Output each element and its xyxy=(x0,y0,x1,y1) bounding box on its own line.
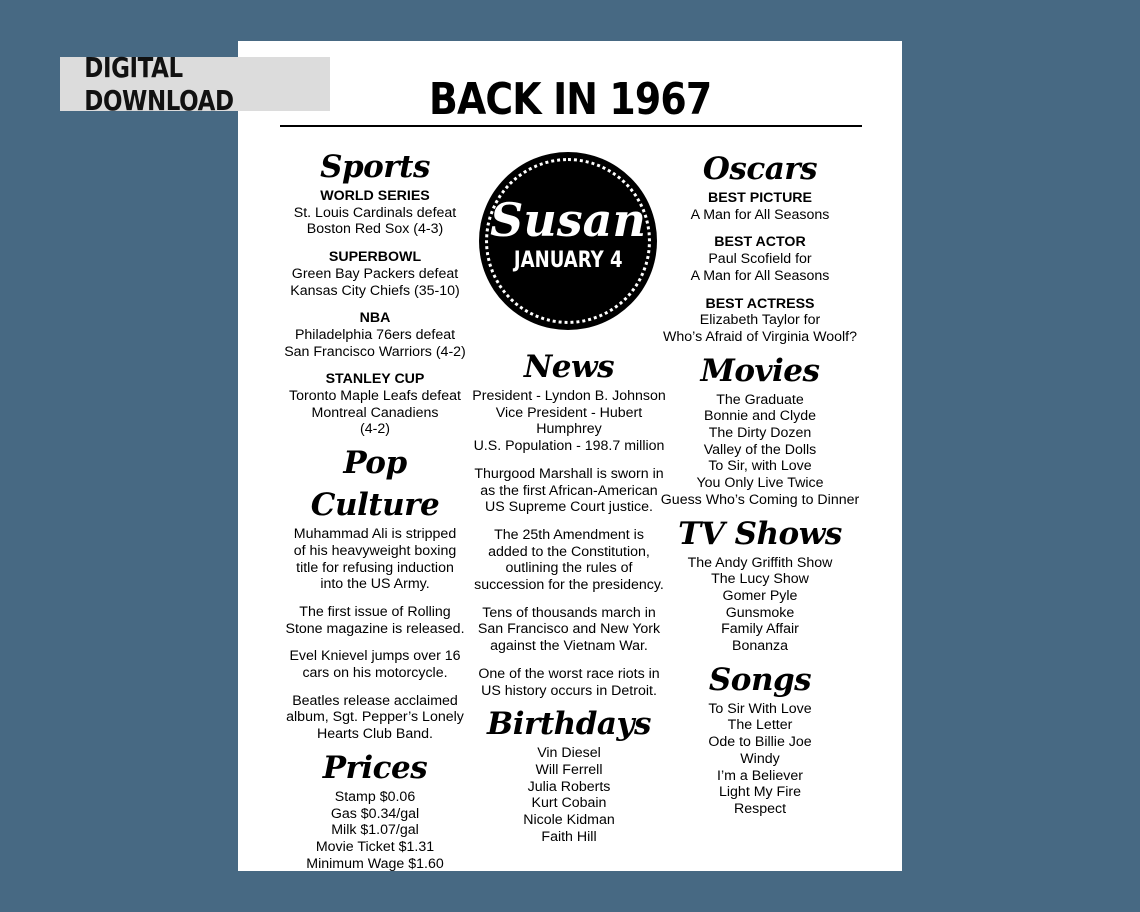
oscars-item xyxy=(658,234,862,284)
item-label: BEST ACTOR xyxy=(714,234,806,251)
prices-list xyxy=(282,789,468,873)
middle-column xyxy=(462,346,676,845)
sports-item xyxy=(282,310,468,360)
item-line: A Man for All Seasons xyxy=(690,206,830,223)
song-item: Ode to Billie Joe xyxy=(708,734,812,751)
item-line: of his heavyweight boxing xyxy=(293,542,457,559)
birthdays-list xyxy=(462,745,676,845)
item-line: (4-2) xyxy=(360,421,390,438)
page-title: BACK IN 1967 xyxy=(428,74,712,125)
movie-item: To Sir, with Love xyxy=(708,458,812,475)
tv-show-item: The Lucy Show xyxy=(711,571,809,588)
tv-shows-list xyxy=(658,555,862,655)
item-line: Paul Scofield for xyxy=(708,251,812,268)
item-line: President - Lyndon B. Johnson xyxy=(472,388,666,404)
pop-culture-item xyxy=(282,526,468,593)
song-item: To Sir With Love xyxy=(708,700,812,717)
item-line: album, Sgt. Pepper’s Lonely xyxy=(286,709,464,726)
item-label: SUPERBOWL xyxy=(328,249,422,266)
news-item xyxy=(462,466,676,516)
right-column xyxy=(658,148,862,818)
news-item xyxy=(462,605,676,655)
news-item xyxy=(462,388,676,455)
price-item: Stamp $0.06 xyxy=(334,788,416,805)
item-line: Boston Red Sox (4-3) xyxy=(306,221,444,238)
item-line: U.S. Population - 198.7 million xyxy=(473,438,665,455)
movie-item: Valley of the Dolls xyxy=(703,441,817,458)
item-label: BEST PICTURE xyxy=(707,190,813,206)
price-item: Minimum Wage $1.60 xyxy=(306,855,444,872)
item-line: Muhammad Ali is stripped xyxy=(293,526,457,543)
item-line: US Supreme Court justice. xyxy=(485,499,653,516)
item-label: NBA xyxy=(359,310,391,327)
item-label: STANLEY CUP xyxy=(325,371,425,388)
item-line: Toronto Maple Leafs defeat xyxy=(289,388,461,405)
songs-heading: Songs xyxy=(708,661,812,698)
item-line: San Francisco Warriors (4-2) xyxy=(284,343,466,360)
item-line: The 25th Amendment is xyxy=(494,526,644,543)
item-line: against the Vietnam War. xyxy=(490,638,648,655)
birthday-item: Will Ferrell xyxy=(535,761,603,778)
item-line: cars on his motorcycle. xyxy=(302,665,448,682)
movie-item: You Only Live Twice xyxy=(696,475,824,492)
tv-shows-heading: TV Shows xyxy=(678,515,842,552)
item-line: succession for the presidency. xyxy=(474,577,664,594)
movies-list xyxy=(658,392,862,509)
item-line: The first issue of Rolling xyxy=(299,603,451,620)
tv-show-item: The Andy Griffith Show xyxy=(687,554,833,571)
tv-show-item: Gomer Pyle xyxy=(722,587,798,604)
tv-show-item: Gunsmoke xyxy=(725,604,795,621)
item-line: Evel Knievel jumps over 16 xyxy=(289,648,461,665)
pop-culture-item xyxy=(282,648,468,681)
movies-heading: Movies xyxy=(700,352,820,389)
item-line: Stone magazine is released. xyxy=(285,620,465,637)
left-column xyxy=(282,146,468,872)
song-item: Light My Fire xyxy=(719,784,801,801)
price-item: Milk $1.07/gal xyxy=(331,822,419,839)
movie-item: Bonnie and Clyde xyxy=(703,408,816,425)
item-line: One of the worst race riots in xyxy=(478,665,660,682)
song-item: The Letter xyxy=(727,717,793,734)
item-line: Who’s Afraid of Virginia Woolf? xyxy=(663,328,857,345)
movie-item: The Dirty Dozen xyxy=(708,425,812,442)
songs-list xyxy=(658,701,862,818)
banner-label: DIGITAL DOWNLOAD xyxy=(84,51,234,117)
pop-culture-heading: Pop Culture xyxy=(310,445,440,524)
item-line: A Man for All Seasons xyxy=(690,267,830,284)
item-label: WORLD SERIES xyxy=(320,188,430,204)
title-divider xyxy=(280,125,862,127)
pop-culture-item xyxy=(282,693,468,743)
sports-item xyxy=(282,188,468,238)
badge-name: Susan xyxy=(490,193,646,247)
item-line: title for refusing induction xyxy=(296,559,454,576)
song-item: Respect xyxy=(733,800,787,817)
item-line: US history occurs in Detroit. xyxy=(481,682,657,699)
sports-item xyxy=(282,249,468,299)
movie-item: Guess Who’s Coming to Dinner xyxy=(660,491,860,508)
tv-show-item: Bonanza xyxy=(731,638,788,655)
news-item xyxy=(462,527,676,594)
item-line: Philadelphia 76ers defeat xyxy=(294,326,456,343)
prices-heading: Prices xyxy=(322,749,428,786)
item-line: St. Louis Cardinals defeat xyxy=(293,204,457,221)
item-line: Kansas City Chiefs (35-10) xyxy=(290,282,460,299)
news-heading: News xyxy=(523,349,615,385)
oscars-item xyxy=(658,296,862,346)
item-line: Elizabeth Taylor for xyxy=(699,312,821,329)
price-item: Gas $0.34/gal xyxy=(330,805,420,822)
name-badge xyxy=(479,152,657,330)
item-label: BEST ACTRESS xyxy=(705,295,815,312)
tv-show-item: Family Affair xyxy=(721,621,799,638)
birthdays-heading: Birthdays xyxy=(487,706,651,743)
oscars-item xyxy=(658,190,862,223)
item-line: as the first African-American xyxy=(480,482,658,499)
item-line: added to the Constitution, xyxy=(488,543,650,560)
item-line: Hearts Club Band. xyxy=(317,726,433,743)
song-item: I’m a Believer xyxy=(717,767,803,784)
birthday-item: Julia Roberts xyxy=(527,778,611,795)
item-line: outlining the rules of xyxy=(505,560,633,577)
news-item xyxy=(462,666,676,699)
oscars-heading: Oscars xyxy=(702,151,818,187)
birthday-item: Vin Diesel xyxy=(537,745,601,762)
item-line: into the US Army. xyxy=(320,576,430,593)
price-item: Movie Ticket $1.31 xyxy=(315,838,435,855)
item-line: Thurgood Marshall is sworn in xyxy=(474,465,664,482)
movie-item: The Graduate xyxy=(716,391,804,408)
item-line: San Francisco and New York xyxy=(477,621,661,638)
item-line: Montreal Canadiens xyxy=(311,404,439,421)
item-line: Beatles release acclaimed xyxy=(292,692,458,709)
song-item: Windy xyxy=(740,750,780,767)
item-line: Tens of thousands march in xyxy=(482,604,656,621)
birthday-item: Faith Hill xyxy=(541,828,597,845)
birthday-item: Nicole Kidman xyxy=(523,812,615,829)
pop-culture-item xyxy=(282,604,468,637)
item-line: Green Bay Packers defeat xyxy=(291,265,459,282)
badge-date: JANUARY 4 xyxy=(513,248,623,273)
item-line: Vice President - Hubert Humphrey xyxy=(495,404,643,438)
birthday-item: Kurt Cobain xyxy=(531,795,607,812)
sports-item xyxy=(282,371,468,438)
sports-heading: Sports xyxy=(320,149,430,185)
